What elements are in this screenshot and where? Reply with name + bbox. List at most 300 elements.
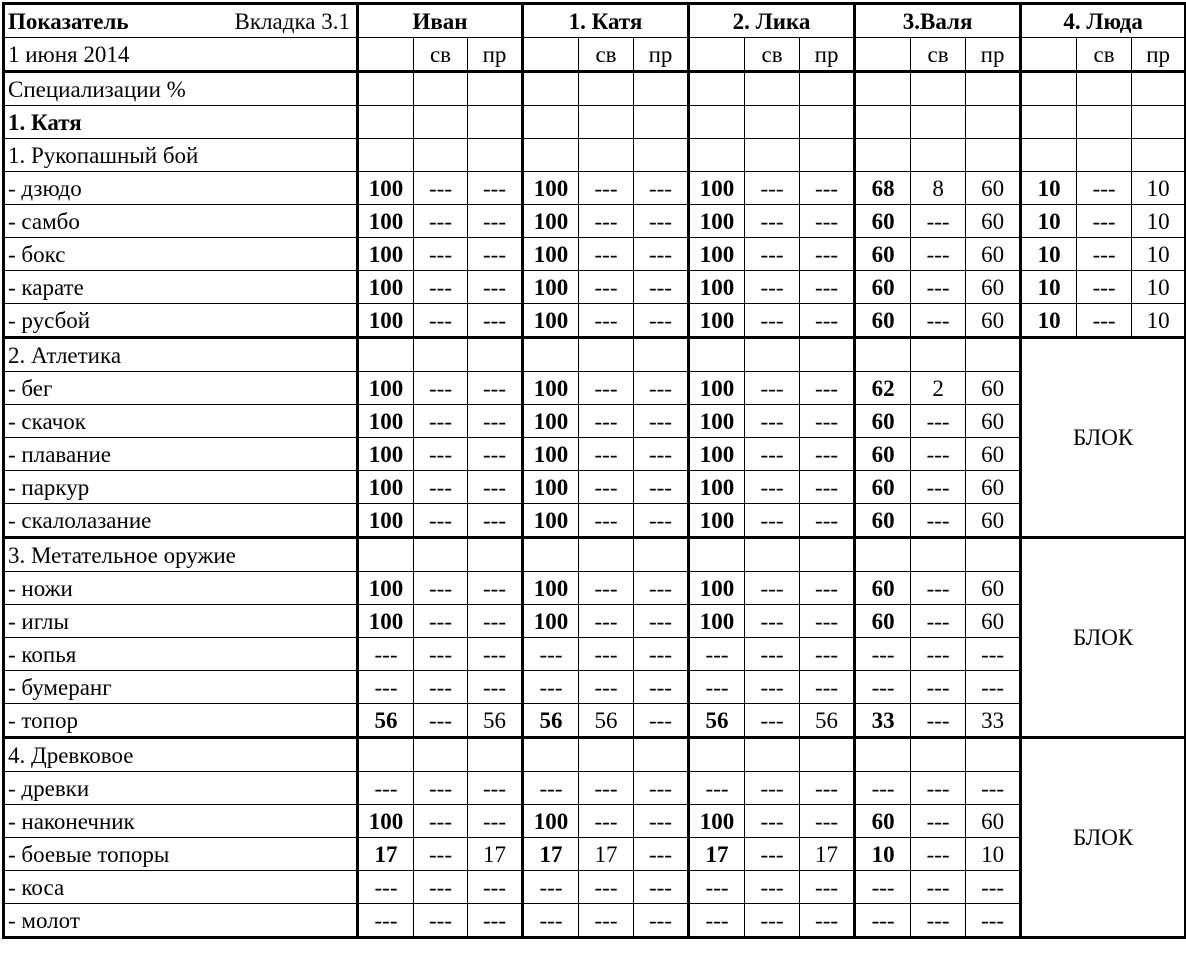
data-cell: --- xyxy=(634,471,689,504)
data-cell: 17 xyxy=(579,838,634,871)
row-label: 2. Атлетика xyxy=(4,338,358,372)
data-cell xyxy=(414,106,468,139)
data-cell: 60 xyxy=(855,438,911,471)
data-cell xyxy=(579,106,634,139)
data-cell: --- xyxy=(358,671,414,704)
data-cell: --- xyxy=(468,372,523,405)
data-cell: 60 xyxy=(966,471,1021,504)
data-cell xyxy=(911,338,966,372)
data-cell: 100 xyxy=(358,572,414,605)
data-cell xyxy=(689,338,745,372)
data-cell: --- xyxy=(745,638,800,671)
data-cell xyxy=(966,72,1021,106)
data-cell: --- xyxy=(634,605,689,638)
data-cell: 8 xyxy=(911,172,966,205)
data-cell: --- xyxy=(468,805,523,838)
data-cell xyxy=(468,139,523,172)
data-cell: 10 xyxy=(1132,304,1186,338)
data-cell: 60 xyxy=(966,805,1021,838)
table-row xyxy=(4,805,1186,838)
data-cell: --- xyxy=(911,638,966,671)
data-cell: 56 xyxy=(579,704,634,738)
data-cell xyxy=(523,338,579,372)
data-cell: 17 xyxy=(468,838,523,871)
row-label: - паркур xyxy=(4,471,358,504)
data-cell xyxy=(414,72,468,106)
data-cell xyxy=(1021,72,1077,106)
data-cell xyxy=(689,106,745,139)
data-cell: 60 xyxy=(966,504,1021,538)
person-header: 3.Валя xyxy=(855,4,1021,38)
data-cell xyxy=(1077,106,1132,139)
data-cell: 60 xyxy=(966,271,1021,304)
data-cell: --- xyxy=(800,372,855,405)
data-cell: 10 xyxy=(855,838,911,871)
data-cell: --- xyxy=(634,304,689,338)
data-cell: --- xyxy=(800,172,855,205)
data-cell: --- xyxy=(634,838,689,871)
data-cell: --- xyxy=(745,304,800,338)
data-cell: 100 xyxy=(358,172,414,205)
data-cell xyxy=(579,338,634,372)
data-cell xyxy=(358,106,414,139)
data-cell: --- xyxy=(579,238,634,271)
data-cell xyxy=(745,139,800,172)
person-header: 4. Люда xyxy=(1021,4,1186,38)
data-cell: 60 xyxy=(855,271,911,304)
data-cell: 100 xyxy=(358,605,414,638)
data-cell xyxy=(579,538,634,572)
person-header: 2. Лика xyxy=(689,4,855,38)
data-cell: --- xyxy=(745,172,800,205)
row-label: - молот xyxy=(4,904,358,938)
data-cell: 56 xyxy=(358,704,414,738)
data-cell: --- xyxy=(911,438,966,471)
data-cell: --- xyxy=(579,772,634,805)
row-label: - древки xyxy=(4,772,358,805)
data-cell: 100 xyxy=(689,205,745,238)
data-cell xyxy=(855,538,911,572)
data-cell xyxy=(468,738,523,772)
data-cell xyxy=(1021,139,1077,172)
data-cell xyxy=(468,72,523,106)
data-cell: --- xyxy=(579,271,634,304)
data-cell: --- xyxy=(800,271,855,304)
data-cell: --- xyxy=(745,471,800,504)
data-cell: --- xyxy=(468,205,523,238)
row-label: - плавание xyxy=(4,438,358,471)
data-cell: --- xyxy=(634,438,689,471)
data-cell xyxy=(634,738,689,772)
data-cell: --- xyxy=(414,772,468,805)
data-cell: 60 xyxy=(855,805,911,838)
data-cell: 100 xyxy=(689,304,745,338)
data-cell: --- xyxy=(966,671,1021,704)
data-cell xyxy=(689,72,745,106)
data-cell: --- xyxy=(634,372,689,405)
data-cell: 100 xyxy=(358,471,414,504)
data-cell: --- xyxy=(745,438,800,471)
data-cell: 56 xyxy=(689,704,745,738)
data-cell xyxy=(800,538,855,572)
table-row xyxy=(4,671,1186,704)
data-cell: --- xyxy=(579,372,634,405)
data-cell xyxy=(414,139,468,172)
data-cell xyxy=(634,72,689,106)
data-cell: --- xyxy=(911,304,966,338)
sub-header-pr: пр xyxy=(634,38,689,72)
data-cell: 56 xyxy=(468,704,523,738)
sub-header-pr: пр xyxy=(468,38,523,72)
data-cell: 100 xyxy=(523,405,579,438)
data-cell: --- xyxy=(634,871,689,904)
data-cell: --- xyxy=(911,772,966,805)
data-cell: 60 xyxy=(855,304,911,338)
data-cell: --- xyxy=(745,372,800,405)
table-row xyxy=(4,172,1186,205)
data-cell xyxy=(966,538,1021,572)
data-cell: --- xyxy=(966,638,1021,671)
data-cell xyxy=(800,106,855,139)
data-cell: --- xyxy=(855,904,911,938)
data-cell: --- xyxy=(911,904,966,938)
data-cell: 100 xyxy=(358,238,414,271)
row-label: Специализации % xyxy=(4,72,358,106)
data-cell: --- xyxy=(468,904,523,938)
data-cell: --- xyxy=(1077,205,1132,238)
data-cell: --- xyxy=(414,471,468,504)
data-cell: --- xyxy=(468,405,523,438)
data-cell xyxy=(358,139,414,172)
data-cell xyxy=(745,72,800,106)
data-cell xyxy=(523,106,579,139)
data-cell xyxy=(468,106,523,139)
data-cell xyxy=(911,538,966,572)
data-cell: --- xyxy=(800,438,855,471)
data-cell: 100 xyxy=(523,438,579,471)
data-cell: --- xyxy=(855,638,911,671)
data-cell: --- xyxy=(855,772,911,805)
data-cell: --- xyxy=(911,238,966,271)
row-label: - бумеранг xyxy=(4,671,358,704)
data-cell: --- xyxy=(911,504,966,538)
data-cell: 68 xyxy=(855,172,911,205)
row-label: 1. Рукопашный бой xyxy=(4,139,358,172)
data-cell: 60 xyxy=(966,372,1021,405)
header-indicator-cell xyxy=(4,4,358,38)
data-cell xyxy=(634,106,689,139)
sub-header-sv: св xyxy=(745,38,800,72)
table-row xyxy=(4,605,1186,638)
data-cell: --- xyxy=(966,871,1021,904)
data-cell: 56 xyxy=(800,704,855,738)
data-cell: --- xyxy=(689,871,745,904)
data-cell: 60 xyxy=(966,572,1021,605)
data-cell: 100 xyxy=(689,504,745,538)
table-row xyxy=(4,738,1186,772)
data-cell: --- xyxy=(634,271,689,304)
data-cell: --- xyxy=(745,838,800,871)
row-label: 4. Древковое xyxy=(4,738,358,772)
data-cell: 100 xyxy=(689,271,745,304)
data-cell: 100 xyxy=(689,238,745,271)
row-label: - иглы xyxy=(4,605,358,638)
data-cell: --- xyxy=(1077,172,1132,205)
data-cell xyxy=(911,738,966,772)
data-cell: --- xyxy=(358,638,414,671)
sub-header-pr: пр xyxy=(1132,38,1186,72)
data-cell: --- xyxy=(745,238,800,271)
data-cell: --- xyxy=(358,871,414,904)
data-cell: --- xyxy=(468,871,523,904)
data-cell xyxy=(523,538,579,572)
data-cell: --- xyxy=(468,638,523,671)
data-cell: --- xyxy=(689,671,745,704)
data-cell xyxy=(358,338,414,372)
row-label: - скалолазание xyxy=(4,504,358,538)
data-cell xyxy=(579,738,634,772)
table-row xyxy=(4,372,1186,405)
data-cell: 10 xyxy=(1021,238,1077,271)
data-cell: --- xyxy=(579,405,634,438)
data-cell: 33 xyxy=(966,704,1021,738)
data-cell: 60 xyxy=(966,172,1021,205)
data-cell xyxy=(800,338,855,372)
sub-header-empty xyxy=(1021,38,1077,72)
sub-header-sv: св xyxy=(579,38,634,72)
data-cell xyxy=(745,538,800,572)
block-cell: БЛОК xyxy=(1021,538,1186,738)
data-cell: --- xyxy=(579,871,634,904)
sub-header-sv: св xyxy=(1077,38,1132,72)
data-cell xyxy=(966,106,1021,139)
data-cell: --- xyxy=(579,638,634,671)
data-cell xyxy=(523,139,579,172)
data-cell: 100 xyxy=(689,438,745,471)
data-cell: --- xyxy=(579,671,634,704)
data-cell xyxy=(468,338,523,372)
data-cell: --- xyxy=(579,805,634,838)
data-cell: --- xyxy=(579,172,634,205)
data-cell: --- xyxy=(911,805,966,838)
data-cell: --- xyxy=(523,904,579,938)
data-cell: --- xyxy=(414,572,468,605)
row-label: - карате xyxy=(4,271,358,304)
table-row xyxy=(4,139,1186,172)
data-cell: --- xyxy=(911,704,966,738)
data-cell: --- xyxy=(800,238,855,271)
data-cell: --- xyxy=(414,304,468,338)
data-cell: 60 xyxy=(966,405,1021,438)
data-cell: 100 xyxy=(689,172,745,205)
data-cell: --- xyxy=(800,605,855,638)
data-cell xyxy=(414,538,468,572)
data-cell: --- xyxy=(468,238,523,271)
data-cell: --- xyxy=(468,504,523,538)
data-cell xyxy=(579,72,634,106)
data-cell: --- xyxy=(634,638,689,671)
data-cell: 100 xyxy=(358,205,414,238)
data-cell xyxy=(855,72,911,106)
data-cell: --- xyxy=(579,304,634,338)
data-cell: 17 xyxy=(689,838,745,871)
data-cell: 100 xyxy=(523,205,579,238)
data-cell: --- xyxy=(800,904,855,938)
data-cell: --- xyxy=(468,271,523,304)
data-cell xyxy=(911,72,966,106)
data-cell: 60 xyxy=(855,605,911,638)
row-label: - боевые топоры xyxy=(4,838,358,871)
data-cell: 10 xyxy=(1132,271,1186,304)
data-cell xyxy=(468,538,523,572)
data-cell: --- xyxy=(745,871,800,904)
data-cell xyxy=(689,139,745,172)
data-cell: --- xyxy=(414,671,468,704)
data-cell xyxy=(966,738,1021,772)
row-label: - дзюдо xyxy=(4,172,358,205)
data-cell: 100 xyxy=(689,572,745,605)
table-row xyxy=(4,838,1186,871)
data-cell xyxy=(634,338,689,372)
data-cell: --- xyxy=(745,205,800,238)
data-cell: --- xyxy=(855,871,911,904)
table-row xyxy=(4,538,1186,572)
data-cell: --- xyxy=(911,605,966,638)
data-cell: 100 xyxy=(523,805,579,838)
data-cell: --- xyxy=(634,504,689,538)
data-cell: --- xyxy=(745,405,800,438)
data-cell: 60 xyxy=(855,471,911,504)
data-cell: --- xyxy=(414,704,468,738)
table-row xyxy=(4,904,1186,938)
data-cell xyxy=(855,106,911,139)
sub-header-empty xyxy=(855,38,911,72)
data-cell: --- xyxy=(414,271,468,304)
table-row xyxy=(4,504,1186,538)
data-cell: --- xyxy=(414,205,468,238)
table-row xyxy=(4,238,1186,271)
data-cell xyxy=(689,738,745,772)
data-cell: --- xyxy=(911,838,966,871)
data-cell xyxy=(911,139,966,172)
data-cell xyxy=(966,338,1021,372)
data-cell: 60 xyxy=(966,238,1021,271)
data-cell xyxy=(358,538,414,572)
data-cell: --- xyxy=(468,438,523,471)
data-cell: 100 xyxy=(523,372,579,405)
row-label: - скачок xyxy=(4,405,358,438)
row-label: - топор xyxy=(4,704,358,738)
data-cell: --- xyxy=(911,471,966,504)
table-row xyxy=(4,471,1186,504)
data-cell: 100 xyxy=(358,438,414,471)
data-cell xyxy=(523,738,579,772)
data-cell: --- xyxy=(745,671,800,704)
data-cell: 10 xyxy=(1132,205,1186,238)
data-cell: --- xyxy=(800,205,855,238)
table-row xyxy=(4,72,1186,106)
block-cell: БЛОК xyxy=(1021,738,1186,938)
data-cell: 10 xyxy=(1132,238,1186,271)
data-cell: --- xyxy=(1077,238,1132,271)
data-cell: --- xyxy=(579,504,634,538)
data-cell xyxy=(634,139,689,172)
data-cell xyxy=(1132,72,1186,106)
data-cell: --- xyxy=(634,572,689,605)
data-cell: --- xyxy=(414,372,468,405)
data-cell xyxy=(414,338,468,372)
data-cell: 60 xyxy=(966,205,1021,238)
data-cell: --- xyxy=(689,772,745,805)
data-cell: --- xyxy=(800,871,855,904)
data-cell: --- xyxy=(1077,271,1132,304)
data-cell: 100 xyxy=(523,471,579,504)
row-label: - ножи xyxy=(4,572,358,605)
data-cell xyxy=(800,72,855,106)
row-label: - русбой xyxy=(4,304,358,338)
data-cell xyxy=(523,72,579,106)
data-cell: 100 xyxy=(523,304,579,338)
data-cell: --- xyxy=(800,405,855,438)
data-cell: --- xyxy=(523,671,579,704)
data-cell: 10 xyxy=(1021,271,1077,304)
data-cell xyxy=(634,538,689,572)
header-date: 1 июня 2014 xyxy=(4,38,358,72)
data-cell: 100 xyxy=(523,271,579,304)
table-row xyxy=(4,572,1186,605)
data-cell: --- xyxy=(689,904,745,938)
data-cell: --- xyxy=(800,805,855,838)
data-cell: 100 xyxy=(523,504,579,538)
data-cell: --- xyxy=(800,471,855,504)
data-cell: --- xyxy=(579,605,634,638)
data-cell xyxy=(855,139,911,172)
sub-header-empty xyxy=(523,38,579,72)
data-cell: --- xyxy=(911,205,966,238)
data-cell: 10 xyxy=(1021,205,1077,238)
data-cell: 100 xyxy=(358,405,414,438)
data-cell: --- xyxy=(579,572,634,605)
data-cell: --- xyxy=(689,638,745,671)
data-cell xyxy=(1077,139,1132,172)
data-cell: --- xyxy=(966,772,1021,805)
row-label: - бег xyxy=(4,372,358,405)
data-cell xyxy=(689,538,745,572)
data-cell xyxy=(358,738,414,772)
data-cell: 100 xyxy=(523,238,579,271)
data-cell: --- xyxy=(414,172,468,205)
data-cell: --- xyxy=(634,772,689,805)
data-cell: --- xyxy=(579,471,634,504)
data-cell: --- xyxy=(414,438,468,471)
data-cell: --- xyxy=(800,772,855,805)
table-row xyxy=(4,271,1186,304)
data-cell: 100 xyxy=(689,405,745,438)
data-cell: 60 xyxy=(855,572,911,605)
data-cell: 100 xyxy=(523,172,579,205)
data-cell xyxy=(800,738,855,772)
data-cell: --- xyxy=(966,904,1021,938)
data-cell: --- xyxy=(745,572,800,605)
data-cell: --- xyxy=(634,238,689,271)
data-cell: --- xyxy=(414,504,468,538)
data-cell: 33 xyxy=(855,704,911,738)
data-cell: --- xyxy=(414,838,468,871)
data-cell: --- xyxy=(634,205,689,238)
data-cell: 60 xyxy=(966,605,1021,638)
data-cell: --- xyxy=(414,904,468,938)
data-cell xyxy=(745,738,800,772)
